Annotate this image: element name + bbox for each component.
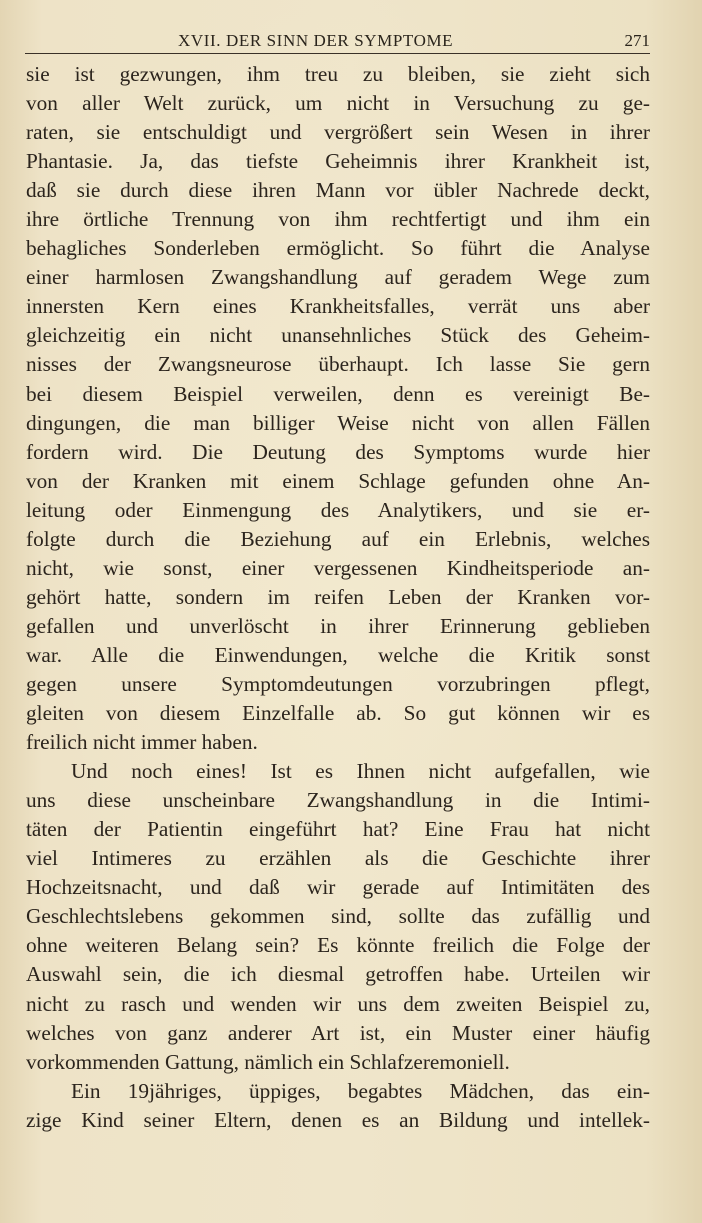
text-line: gehört hatte, sondern im reifen Leben der Kranken vor- [26, 584, 650, 609]
text-line: gefallen und unverlöscht in ihrer Erinnerung geblieben [26, 613, 650, 638]
text-line: behagliches Sonderleben ermöglicht. So führt die Analyse [26, 236, 650, 261]
running-head: XVII. DER SINN DER SYMPTOME [178, 31, 454, 50]
page-header [25, 28, 650, 54]
page-number: 271 [624, 31, 650, 50]
text-line: innersten Kern eines Krankheitsfalles, verrät uns aber [26, 294, 650, 319]
paragraph-first-line: Und noch eines! Ist es Ihnen nicht aufgefallen, wie [71, 759, 650, 784]
text-line: bei diesem Beispiel verweilen, denn es vereinigt Be- [26, 381, 650, 406]
text-line: gleichzeitig ein nicht unansehnliches Stück des Geheim- [26, 323, 650, 348]
text-line: nicht, wie sonst, einer vergessenen Kindheitsperiode an- [26, 555, 650, 580]
paragraph-end-line: freilich nicht immer haben. [26, 730, 258, 755]
text-line: ohne weiteren Belang sein? Es könnte freilich die Folge der [26, 933, 650, 958]
text-line: leitung oder Einmengung des Analytikers, und sie er- [26, 497, 650, 522]
paragraph-end-line: vorkommenden Gattung, nämlich ein Schlafzeremoniell. [26, 1049, 510, 1074]
text-line: nisses der Zwangsneurose überhaupt. Ich lasse Sie gern [26, 352, 650, 377]
text-line: welches von ganz anderer Art ist, ein Muster einer häufig [26, 1020, 650, 1045]
text-line: Auswahl sein, die ich diesmal getroffen habe. Urteilen wir [26, 962, 650, 987]
text-line: daß sie durch diese ihren Mann vor übler Nachrede deckt, [26, 178, 650, 203]
text-line: viel Intimeres zu erzählen als die Geschichte ihrer [26, 846, 650, 871]
header-rule [25, 53, 650, 54]
text-line: Geschlechtslebens gekommen sind, sollte das zufällig und [26, 904, 650, 929]
text-line: täten der Patientin eingeführt hat? Eine Frau hat nicht [26, 817, 650, 842]
text-line: raten, sie entschuldigt und vergrößert sein Wesen in ihrer [26, 120, 650, 145]
text-line: nicht zu rasch und wenden wir uns dem zweiten Beispiel zu, [26, 991, 650, 1016]
text-line: Phantasie. Ja, das tiefste Geheimnis ihrer Krankheit ist, [26, 149, 650, 174]
text-line: gleiten von diesem Einzelfalle ab. So gut können wir es [26, 701, 650, 726]
text-line: gegen unsere Symptomdeutungen vorzubringen pflegt, [26, 671, 650, 696]
text-line: war. Alle die Einwendungen, welche die Kritik sonst [26, 642, 650, 667]
text-line: von der Kranken mit einem Schlage gefunden ohne An- [26, 468, 650, 493]
text-line: Hochzeitsnacht, und daß wir gerade auf Intimitäten des [26, 875, 650, 900]
text-line: zige Kind seiner Eltern, denen es an Bildung und intellek- [26, 1107, 650, 1132]
text-line: fordern wird. Die Deutung des Symptoms wurde hier [26, 439, 650, 464]
body-text [26, 60, 650, 1135]
text-line: uns diese unscheinbare Zwangshandlung in die Intimi- [26, 788, 650, 813]
paragraph-first-line: Ein 19jähriges, üppiges, begabtes Mädchen, das ein- [71, 1078, 650, 1103]
text-line: folgte durch die Beziehung auf ein Erlebnis, welches [26, 526, 650, 551]
text-line: sie ist gezwungen, ihm treu zu bleiben, sie zieht sich [26, 62, 650, 86]
text-line: von aller Welt zurück, um nicht in Versuchung zu ge- [26, 91, 650, 116]
text-line: ihre örtliche Trennung von ihm rechtfertigt und ihm ein [26, 207, 650, 232]
text-line: dingungen, die man billiger Weise nicht von allen Fällen [26, 410, 650, 435]
text-line: einer harmlosen Zwangshandlung auf geradem Wege zum [26, 265, 650, 290]
